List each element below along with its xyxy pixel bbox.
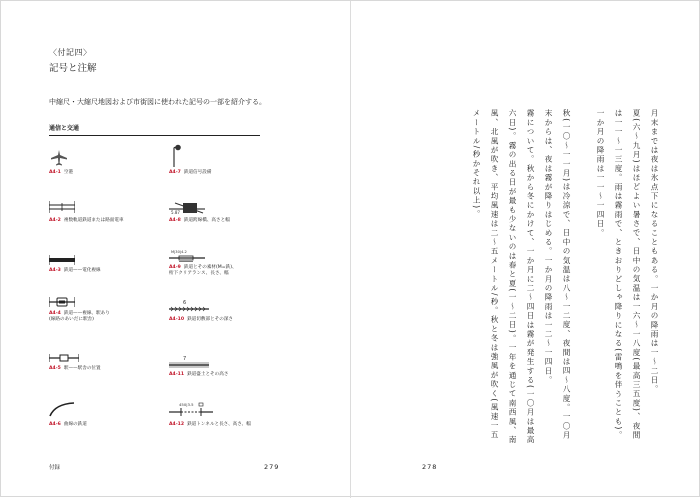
cutting-icon xyxy=(169,299,209,313)
symbol-a4-5 xyxy=(49,353,149,383)
text-column: は一一～一三度。雨は霧雨で、ときおりどしゃ降りになる(雷鳴を伴うことも)。 xyxy=(614,109,623,441)
section-heading: 通信と交通 xyxy=(49,123,260,136)
symbol-label-2: (線路のあいだに駅舎) xyxy=(49,317,94,323)
intro-text: 中縮尺・大縮尺地図および市街図に使われた記号の一部を紹介する。 xyxy=(49,98,266,106)
symbol-code: A4-6 xyxy=(49,422,61,427)
symbol-code: A4-10 xyxy=(169,317,185,322)
embankment-icon xyxy=(169,355,209,369)
symbol-label: 空港 xyxy=(63,170,74,175)
symbol-a4-10 xyxy=(169,299,269,331)
appendix-label: 〈付記四〉 xyxy=(49,48,92,57)
symbol-a4-2 xyxy=(49,201,159,231)
symbol-code: A4-9 xyxy=(169,265,181,270)
text-column: 夏(六～九月)はほどよい暑さで、日中の気温は一六～一八度(最高三五度)、夜間 xyxy=(632,109,641,441)
symbol-label: 鉄道とその素材(M=鉄)、 xyxy=(183,265,237,270)
symbol-a4-3 xyxy=(49,255,139,285)
symbol-a4-9 xyxy=(169,249,279,285)
symbol-code: A4-12 xyxy=(169,422,185,427)
symbol-label: 鉄道——電化複線 xyxy=(63,268,101,273)
symbol-a4-11 xyxy=(169,355,269,385)
symbol-code: A4-3 xyxy=(49,268,61,273)
text-column: 末からは、夜は霧が降りはじめる。一か月の降雨は一二～一四日。 xyxy=(544,109,553,385)
symbol-label: 複数軌道鉄道または路面電車 xyxy=(63,218,124,223)
text-column: 風、北風が吹き、平均風速は二～五メートル/秒。秋と冬は強風が吹く(風速一五 xyxy=(490,109,499,440)
page-number-right: 278 xyxy=(422,463,438,471)
symbol-label: 鉄道跨線橋、高さと幅 xyxy=(183,218,230,223)
symbol-label: 曲線の鉄道 xyxy=(63,422,87,427)
text-column: 秋(一〇～一一月)は冷涼で、日中の気温は八～一二度、夜間は四～八度。一〇月 xyxy=(562,109,571,441)
symbol-label: 鉄道信号設備 xyxy=(183,170,212,175)
bridge-icon xyxy=(169,249,205,263)
tunnel-icon xyxy=(169,401,213,417)
text-column: 月末までは夜は氷点下になることもある。一か月の降雨は一～二日。 xyxy=(650,109,659,395)
symbol-a4-1 xyxy=(49,149,139,189)
footer-label: 付録 xyxy=(49,465,61,471)
symbol-code: A4-7 xyxy=(169,170,181,175)
symbol-code: A4-1 xyxy=(49,170,61,175)
symbol-label: 鉄道切敷部とその深さ xyxy=(187,317,234,322)
symbol-label: 駅——駅舎の位置 xyxy=(63,366,101,371)
text-column: 霧について。秋から冬にかけて、一か月に二～四日は霧が発生する(一〇月は最高 xyxy=(526,109,535,445)
airplane-icon xyxy=(49,149,69,167)
symbol-label-2: 桁下クリアランス、長さ、幅 xyxy=(169,271,229,277)
page-number-left: 279 xyxy=(264,463,280,471)
symbol-code: A4-11 xyxy=(169,372,185,377)
double-track-icon xyxy=(49,201,75,213)
overpass-value: 5.87 xyxy=(171,210,180,215)
symbol-a4-7 xyxy=(169,144,259,189)
station-icon xyxy=(49,295,75,309)
station-building-icon xyxy=(49,353,79,363)
symbol-label: 鉄道——複線、駅あり xyxy=(63,311,110,316)
tunnel-value: 450|3.5 xyxy=(179,402,194,407)
symbol-code: A4-5 xyxy=(49,366,61,371)
electrified-track-icon xyxy=(49,255,75,265)
symbol-a4-6 xyxy=(49,401,139,433)
symbol-code: A4-8 xyxy=(169,218,181,223)
symbol-label: 鉄道トンネルと長さ、高さ、幅 xyxy=(187,422,251,427)
gutter xyxy=(350,1,351,498)
bridge-value: M|30|4.2 xyxy=(171,250,187,254)
symbol-code: A4-4 xyxy=(49,311,61,316)
overpass-icon xyxy=(169,199,205,215)
signal-icon xyxy=(169,144,183,168)
symbol-a4-12 xyxy=(169,401,279,433)
symbol-a4-8 xyxy=(169,199,269,231)
text-column: メートル/秒かそれ以上)。 xyxy=(472,109,481,219)
embankment-value: 7 xyxy=(183,356,187,362)
page-title: 記号と注解 xyxy=(49,63,97,74)
symbol-a4-4 xyxy=(49,295,159,333)
cutting-value: 6 xyxy=(183,300,187,306)
text-column: 一か月の降雨は一一～一四日。 xyxy=(596,109,605,238)
symbol-label: 鉄道盛土とその高さ xyxy=(187,372,229,377)
curved-track-icon xyxy=(49,401,75,417)
symbol-code: A4-2 xyxy=(49,218,61,223)
text-column: 六日)。霧の出る日が最も少ないのは春と夏(一～二日)。一年を通じて南西風、南 xyxy=(508,109,517,445)
